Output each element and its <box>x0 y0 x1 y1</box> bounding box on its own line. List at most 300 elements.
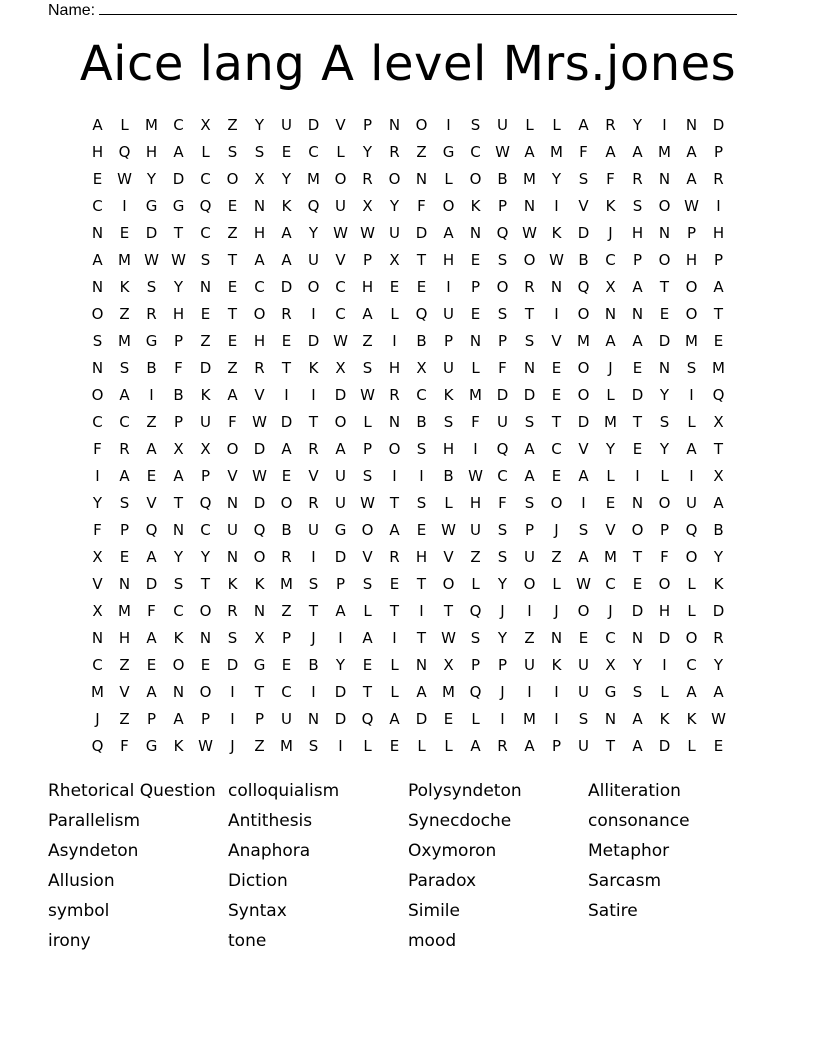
grid-letter: B <box>416 332 427 350</box>
grid-letter: K <box>686 710 697 728</box>
grid-letter: E <box>146 656 157 674</box>
grid-letter: R <box>227 602 238 620</box>
grid-letter: V <box>443 548 454 566</box>
grid-letter: I <box>500 710 505 728</box>
grid-letter: M <box>685 332 698 350</box>
grid-letter: S <box>200 251 211 269</box>
grid-letter: V <box>308 467 319 485</box>
grid-letter: O <box>658 494 671 512</box>
grid-letter: M <box>91 683 104 701</box>
grid-letter: C <box>92 656 103 674</box>
grid-letter: W <box>198 737 213 755</box>
grid-letter: S <box>443 413 454 431</box>
grid-letter: L <box>687 575 696 593</box>
grid-letter: P <box>362 251 373 269</box>
grid-letter: L <box>471 359 480 377</box>
grid-letter: Y <box>632 116 643 134</box>
grid-letter: N <box>91 359 104 377</box>
grid-letter: N <box>469 224 482 242</box>
grid-letter: R <box>308 494 319 512</box>
grid-letter: L <box>606 386 615 404</box>
grid-letter: P <box>632 251 643 269</box>
grid-letter: A <box>578 116 589 134</box>
grid-letter: T <box>281 359 292 377</box>
grid-letter: P <box>362 116 373 134</box>
grid-letter: S <box>578 710 589 728</box>
grid-letter: A <box>146 683 157 701</box>
grid-letter: H <box>469 494 482 512</box>
grid-letter: K <box>173 737 184 755</box>
grid-letter: I <box>527 683 532 701</box>
grid-letter: R <box>389 143 400 161</box>
grid-letter: N <box>91 278 104 296</box>
grid-letter: O <box>658 251 671 269</box>
grid-letter: O <box>334 170 347 188</box>
grid-row <box>84 114 732 141</box>
grid-letter: I <box>554 683 559 701</box>
name-field <box>48 0 737 20</box>
grid-letter: W <box>144 251 159 269</box>
grid-letter: C <box>605 575 616 593</box>
grid-letter: S <box>470 116 481 134</box>
grid-letter: M <box>145 116 158 134</box>
grid-letter: S <box>362 575 373 593</box>
grid-letter: X <box>254 170 265 188</box>
grid-letter: U <box>200 413 211 431</box>
grid-letter: A <box>686 440 697 458</box>
grid-letter: P <box>497 197 508 215</box>
grid-letter: P <box>497 656 508 674</box>
grid-letter: H <box>361 278 374 296</box>
grid-letter: A <box>227 386 238 404</box>
grid-letter: Q <box>199 494 212 512</box>
grid-letter: R <box>632 170 643 188</box>
grid-letter: A <box>119 386 130 404</box>
grid-letter: P <box>713 251 724 269</box>
grid-letter: S <box>686 359 697 377</box>
grid-letter: W <box>495 143 510 161</box>
grid-letter: S <box>227 629 238 647</box>
grid-letter: T <box>254 683 265 701</box>
grid-letter: Z <box>524 629 535 647</box>
grid-letter: R <box>362 170 373 188</box>
grid-letter: N <box>226 548 239 566</box>
grid-letter: I <box>473 440 478 458</box>
grid-letter: H <box>442 440 455 458</box>
grid-letter: Z <box>227 224 238 242</box>
grid-letter: Y <box>308 224 319 242</box>
grid-letter: I <box>419 602 424 620</box>
grid-letter: O <box>199 683 212 701</box>
grid-letter: Y <box>659 440 670 458</box>
grid-letter: I <box>716 197 721 215</box>
word-bank-item <box>588 928 768 958</box>
grid-letter: F <box>498 359 507 377</box>
grid-letter: W <box>468 467 483 485</box>
grid-letter: F <box>498 494 507 512</box>
grid-letter: T <box>173 224 184 242</box>
grid-letter: P <box>686 224 697 242</box>
word-bank-item: Alliteration <box>588 781 681 801</box>
grid-letter: E <box>227 278 238 296</box>
grid-letter: L <box>390 683 399 701</box>
grid-letter: X <box>713 413 724 431</box>
grid-letter: I <box>662 656 667 674</box>
grid-letter: F <box>120 737 129 755</box>
grid-letter: N <box>388 413 401 431</box>
grid-letter: B <box>281 521 292 539</box>
grid-letter: Z <box>281 602 292 620</box>
grid-letter: N <box>199 278 212 296</box>
grid-letter: O <box>253 305 266 323</box>
grid-letter: T <box>416 251 427 269</box>
grid-letter: I <box>230 683 235 701</box>
grid-letter: O <box>253 548 266 566</box>
grid-letter: S <box>254 143 265 161</box>
grid-letter: U <box>335 494 346 512</box>
grid-letter: S <box>92 332 103 350</box>
grid-letter: R <box>281 548 292 566</box>
grid-letter: H <box>712 224 725 242</box>
grid-letter: T <box>659 278 670 296</box>
grid-letter: T <box>713 440 724 458</box>
grid-letter: S <box>308 575 319 593</box>
grid-letter: K <box>443 386 454 404</box>
grid-letter: W <box>360 494 375 512</box>
grid-letter: R <box>119 440 130 458</box>
word-bank-item: Synecdoche <box>408 811 512 831</box>
grid-letter: W <box>684 197 699 215</box>
grid-letter: H <box>631 224 644 242</box>
grid-letter: Y <box>335 656 346 674</box>
word-bank-item: Diction <box>228 871 288 891</box>
grid-letter: C <box>173 602 184 620</box>
grid-letter: X <box>605 656 616 674</box>
grid-letter: L <box>687 602 696 620</box>
grid-letter: E <box>443 710 454 728</box>
grid-row <box>84 600 732 627</box>
grid-letter: V <box>551 332 562 350</box>
grid-letter: Y <box>281 170 292 188</box>
grid-letter: N <box>550 629 563 647</box>
grid-letter: I <box>311 683 316 701</box>
grid-letter: K <box>713 575 724 593</box>
grid-letter: O <box>577 602 590 620</box>
grid-letter: K <box>605 197 616 215</box>
grid-letter: M <box>307 170 320 188</box>
grid-letter: P <box>146 710 157 728</box>
grid-letter: Q <box>199 197 212 215</box>
grid-letter: A <box>470 737 481 755</box>
grid-letter: Z <box>416 143 427 161</box>
grid-letter: J <box>554 521 559 539</box>
grid-letter: E <box>200 305 211 323</box>
grid-letter: Y <box>389 197 400 215</box>
grid-letter: E <box>416 278 427 296</box>
grid-letter: A <box>173 143 184 161</box>
grid-letter: C <box>497 467 508 485</box>
grid-letter: D <box>145 575 158 593</box>
grid-row <box>84 681 732 708</box>
grid-letter: P <box>551 737 562 755</box>
grid-letter: E <box>551 467 562 485</box>
grid-letter: W <box>333 332 348 350</box>
grid-letter: W <box>549 251 564 269</box>
grid-letter: E <box>551 386 562 404</box>
grid-letter: O <box>577 359 590 377</box>
grid-letter: O <box>226 440 239 458</box>
grid-letter: P <box>443 332 454 350</box>
grid-letter: E <box>578 629 589 647</box>
grid-letter: E <box>389 575 400 593</box>
grid-letter: W <box>333 224 348 242</box>
grid-letter: O <box>226 170 239 188</box>
grid-letter: O <box>172 656 185 674</box>
grid-letter: W <box>522 224 537 242</box>
grid-letter: G <box>253 656 266 674</box>
grid-letter: D <box>307 332 320 350</box>
grid-letter: S <box>578 170 589 188</box>
grid-letter: N <box>469 332 482 350</box>
grid-letter: Y <box>551 170 562 188</box>
grid-letter: S <box>416 494 427 512</box>
grid-row <box>84 303 732 330</box>
grid-letter: P <box>362 440 373 458</box>
grid-letter: Y <box>146 170 157 188</box>
grid-letter: M <box>658 143 671 161</box>
grid-letter: S <box>632 683 643 701</box>
grid-letter: P <box>281 629 292 647</box>
grid-letter: S <box>362 359 373 377</box>
grid-letter: M <box>118 332 131 350</box>
grid-letter: E <box>227 332 238 350</box>
grid-row <box>84 573 732 600</box>
grid-letter: H <box>415 548 428 566</box>
grid-letter: E <box>470 305 481 323</box>
grid-letter: W <box>441 521 456 539</box>
grid-letter: A <box>173 467 184 485</box>
grid-letter: E <box>416 521 427 539</box>
grid-letter: Y <box>173 548 184 566</box>
grid-letter: S <box>119 359 130 377</box>
grid-letter: O <box>91 386 104 404</box>
grid-letter: V <box>578 440 589 458</box>
grid-letter: C <box>416 386 427 404</box>
grid-letter: P <box>119 521 130 539</box>
grid-letter: W <box>117 170 132 188</box>
grid-letter: G <box>172 197 185 215</box>
grid-letter: U <box>524 656 535 674</box>
grid-letter: M <box>712 359 725 377</box>
word-bank-item: Anaphora <box>228 841 311 861</box>
grid-letter: A <box>632 710 643 728</box>
grid-letter: O <box>685 278 698 296</box>
grid-letter: A <box>632 143 643 161</box>
grid-letter: Y <box>659 386 670 404</box>
grid-letter: D <box>145 224 158 242</box>
grid-letter: N <box>523 359 536 377</box>
grid-letter: O <box>307 278 320 296</box>
grid-letter: H <box>388 359 401 377</box>
grid-row <box>84 519 732 546</box>
grid-letter: L <box>606 467 615 485</box>
grid-letter: V <box>146 494 157 512</box>
grid-letter: Z <box>551 548 562 566</box>
grid-letter: I <box>635 467 640 485</box>
grid-letter: O <box>523 575 536 593</box>
grid-letter: T <box>416 575 427 593</box>
grid-letter: I <box>95 467 100 485</box>
grid-letter: Y <box>200 548 211 566</box>
grid-letter: J <box>608 359 613 377</box>
grid-letter: X <box>362 197 373 215</box>
grid-letter: W <box>441 629 456 647</box>
grid-letter: A <box>281 224 292 242</box>
grid-letter: E <box>713 332 724 350</box>
grid-letter: T <box>389 494 400 512</box>
grid-letter: C <box>281 683 292 701</box>
grid-letter: H <box>172 305 185 323</box>
grid-letter: L <box>417 737 426 755</box>
grid-letter: A <box>524 467 535 485</box>
grid-letter: J <box>608 224 613 242</box>
grid-letter: S <box>632 197 643 215</box>
grid-letter: T <box>227 305 238 323</box>
grid-letter: A <box>389 710 400 728</box>
grid-row <box>84 735 732 762</box>
grid-letter: O <box>361 521 374 539</box>
grid-letter: A <box>632 278 643 296</box>
grid-letter: X <box>416 359 427 377</box>
grid-letter: L <box>687 737 696 755</box>
grid-letter: S <box>497 521 508 539</box>
grid-letter: P <box>524 521 535 539</box>
grid-letter: N <box>550 278 563 296</box>
grid-letter: D <box>334 548 347 566</box>
grid-letter: E <box>362 656 373 674</box>
grid-letter: T <box>524 305 535 323</box>
grid-letter: D <box>712 602 725 620</box>
grid-letter: Y <box>713 656 724 674</box>
grid-letter: Y <box>497 575 508 593</box>
grid-letter: S <box>524 494 535 512</box>
grid-row <box>84 330 732 357</box>
grid-row <box>84 222 732 249</box>
grid-letter: U <box>281 710 292 728</box>
grid-letter: M <box>523 170 536 188</box>
grid-letter: T <box>416 629 427 647</box>
grid-letter: N <box>91 629 104 647</box>
grid-letter: M <box>523 710 536 728</box>
grid-letter: A <box>524 143 535 161</box>
grid-letter: I <box>392 467 397 485</box>
grid-letter: O <box>685 629 698 647</box>
grid-letter: B <box>146 359 157 377</box>
grid-row <box>84 546 732 573</box>
grid-letter: X <box>92 548 103 566</box>
grid-letter: I <box>338 737 343 755</box>
grid-letter: X <box>335 359 346 377</box>
grid-letter: L <box>552 575 561 593</box>
grid-letter: C <box>92 197 103 215</box>
grid-letter: A <box>119 467 130 485</box>
grid-letter: D <box>658 737 671 755</box>
grid-letter: X <box>173 440 184 458</box>
word-bank-item: irony <box>48 931 91 951</box>
grid-letter: E <box>281 143 292 161</box>
grid-letter: L <box>363 602 372 620</box>
grid-row <box>84 708 732 735</box>
grid-letter: Y <box>497 629 508 647</box>
grid-letter: R <box>713 170 724 188</box>
grid-letter: T <box>389 602 400 620</box>
grid-letter: N <box>253 197 266 215</box>
grid-letter: A <box>92 251 103 269</box>
grid-letter: K <box>173 629 184 647</box>
word-bank-item: mood <box>408 931 457 951</box>
grid-letter: L <box>336 143 345 161</box>
grid-letter: W <box>360 224 375 242</box>
grid-letter: H <box>685 251 698 269</box>
grid-letter: C <box>470 143 481 161</box>
word-search-grid <box>84 114 732 762</box>
grid-letter: D <box>226 656 239 674</box>
grid-letter: D <box>712 116 725 134</box>
word-bank-item: Antithesis <box>228 811 313 831</box>
grid-letter: I <box>446 116 451 134</box>
grid-letter: T <box>443 602 454 620</box>
grid-letter: L <box>444 737 453 755</box>
word-bank-item: Parallelism <box>48 811 141 831</box>
grid-letter: A <box>605 143 616 161</box>
grid-letter: E <box>227 197 238 215</box>
grid-letter: N <box>631 494 644 512</box>
grid-letter: I <box>554 305 559 323</box>
grid-letter: N <box>415 656 428 674</box>
grid-letter: X <box>200 116 211 134</box>
grid-letter: V <box>605 521 616 539</box>
grid-letter: N <box>226 494 239 512</box>
grid-letter: H <box>118 629 131 647</box>
grid-letter: W <box>711 710 726 728</box>
grid-letter: F <box>471 413 480 431</box>
grid-letter: D <box>415 224 428 242</box>
grid-letter: A <box>146 548 157 566</box>
grid-letter: I <box>311 548 316 566</box>
word-bank-item: Satire <box>588 901 638 921</box>
grid-row <box>84 249 732 276</box>
grid-letter: Z <box>362 332 373 350</box>
grid-letter: O <box>388 170 401 188</box>
grid-letter: W <box>576 575 591 593</box>
word-bank-item: consonance <box>588 811 690 831</box>
grid-letter: V <box>92 575 103 593</box>
grid-letter: O <box>631 521 644 539</box>
grid-letter: D <box>199 359 212 377</box>
grid-letter: I <box>311 305 316 323</box>
grid-letter: U <box>524 548 535 566</box>
grid-letter: C <box>119 413 130 431</box>
grid-letter: A <box>362 305 373 323</box>
grid-letter: C <box>200 224 211 242</box>
grid-letter: N <box>118 575 131 593</box>
grid-letter: V <box>227 467 238 485</box>
grid-letter: U <box>497 116 508 134</box>
grid-letter: V <box>362 548 373 566</box>
grid-letter: G <box>334 521 347 539</box>
grid-letter: Z <box>146 413 157 431</box>
grid-letter: B <box>416 413 427 431</box>
